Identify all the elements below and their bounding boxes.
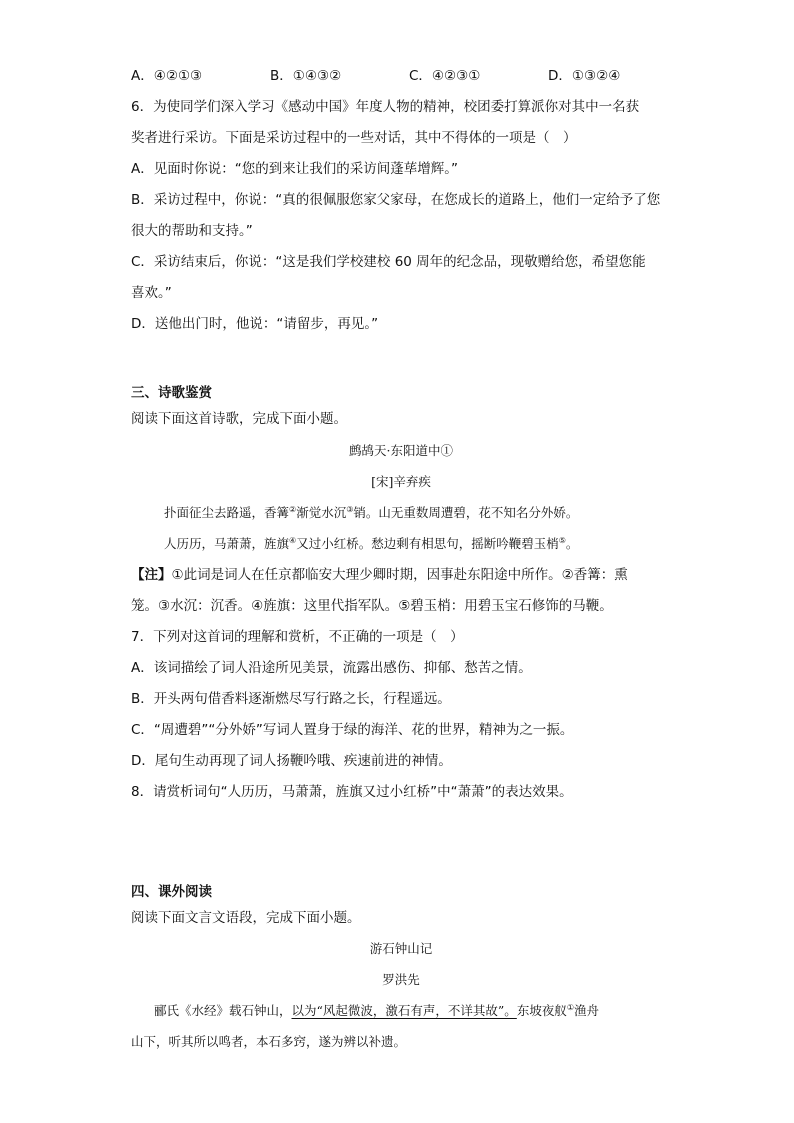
q5-option-b[interactable]: B．①④③② (270, 68, 342, 84)
q5-options (131, 66, 671, 86)
q8-stem: 8．请赏析词句“人历历，马萧萧，旌旗又过小红桥”中“萧萧”的表达效果。 (131, 784, 573, 800)
poem-title: 鹧鸪天·东阳道中① (349, 443, 453, 458)
poem-footnote-marker-5: ⑤ (558, 535, 566, 545)
q7-option-b[interactable]: B．开头两句借香料逐渐燃尽写行路之长，行程遥远。 (131, 691, 451, 707)
q5-option-c[interactable]: C．④②③① (409, 68, 481, 84)
poem-footnote-marker-2: ② (289, 504, 297, 514)
text-underlined-sentence: 以为“风起微波，激石有声，不详其故”。 (291, 1003, 517, 1018)
section4-instruction: 阅读下面文言文语段，完成下面小题。 (131, 910, 361, 926)
poem-author: [宋]辛弃疾 (371, 474, 431, 489)
poem-note-line1 (131, 565, 671, 585)
text-para-line1 (154, 1001, 671, 1021)
q6-stem-line1: 6．为使同学们深入学习《感动中国》年度人物的精神，校团委打算派你对其中一名获 (131, 99, 640, 115)
q6-option-d[interactable]: D．送他出门时，他说：“请留步，再见。” (131, 316, 379, 332)
poem-line2-part-a: 人历历，马萧萧，旌旗 (164, 536, 290, 551)
q6-option-c-line1[interactable]: C．采访结束后，你说：“这是我们学校建校 60 周年的纪念品，现敬赠给您，希望您能 (131, 254, 646, 270)
text-para-part-a: 郦氏《水经》载石钟山， (154, 1003, 292, 1018)
q6-option-a[interactable]: A．见面时你说：“您的到来让我们的采访间蓬荜增辉。” (131, 161, 458, 177)
q5-option-d[interactable]: D．①③②④ (548, 68, 621, 84)
poem-line2 (164, 534, 671, 554)
text-title: 游石钟山记 (369, 941, 433, 956)
poem-line2-part-c: 。 (565, 536, 579, 551)
poem-line1 (164, 503, 671, 523)
note-text-1: ①此词是词人在任京都临安大理少卿时期，因事赴东阳途中所作。②香篝：熏 (171, 567, 628, 583)
q6-stem-line2: 奖者进行采访。下面是采访过程中的一些对话，其中不得体的一项是（ ） (131, 130, 577, 146)
q7-stem: 7．下列对这首词的理解和赏析，不正确的一项是（ ） (131, 629, 464, 645)
section3-instruction: 阅读下面这首诗歌，完成下面小题。 (131, 411, 347, 427)
poem-footnote-marker-4: ④ (289, 535, 297, 545)
poem-line2-part-b: 又过小红桥。愁边剩有相思句，摇断吟鞭碧玉梢 (296, 536, 559, 551)
poem-line1-part-b: 渐觉水沉 (296, 505, 347, 520)
poem-footnote-marker-3: ③ (346, 504, 354, 514)
poem-line1-part-a: 扑面征尘去路遥，香篝 (164, 505, 290, 520)
q7-option-a[interactable]: A．该词描绘了词人沿途所见美景，流露出感伤、抑郁、愁苦之情。 (131, 660, 532, 676)
text-para-line2: 山下，听其所以鸣者，本石多窍，遂为辨以补遗。 (131, 1034, 407, 1049)
q7-option-d[interactable]: D．尾句生动再现了词人扬鞭吟哦、疾速前进的神情。 (131, 753, 452, 769)
text-author: 罗洪先 (382, 972, 420, 987)
poem-line1-part-c: 销。山无重数周遭碧，花不知名分外娇。 (353, 505, 579, 520)
section4-title: 四、课外阅读 (131, 884, 212, 900)
section3-title: 三、诗歌鉴赏 (131, 385, 212, 401)
poem-note-line2: 笼。③水沉：沉香。④旌旗：这里代指军队。⑤碧玉梢：用碧玉宝石修饰的马鞭。 (131, 598, 613, 614)
text-para-part-c: 渔舟 (574, 1003, 600, 1018)
q5-option-a[interactable]: A．④②①③ (131, 68, 203, 84)
q6-option-b-line2[interactable]: 很大的帮助和支持。” (131, 223, 253, 239)
q6-option-c-line2[interactable]: 喜欢。” (131, 285, 172, 301)
text-para-part-b: 东坡夜舣 (516, 1003, 567, 1018)
q6-option-b-line1[interactable]: B．采访过程中，你说：“真的很佩服您家父家母，在您成长的道路上，他们一定给予了您 (131, 192, 661, 208)
text-footnote-marker-1: ① (566, 1002, 574, 1012)
note-label: 【注】 (131, 567, 172, 583)
q7-option-c[interactable]: C．“周遭碧”“分外娇”写词人置身于绿的海洋、花的世界，精神为之一振。 (131, 722, 574, 738)
